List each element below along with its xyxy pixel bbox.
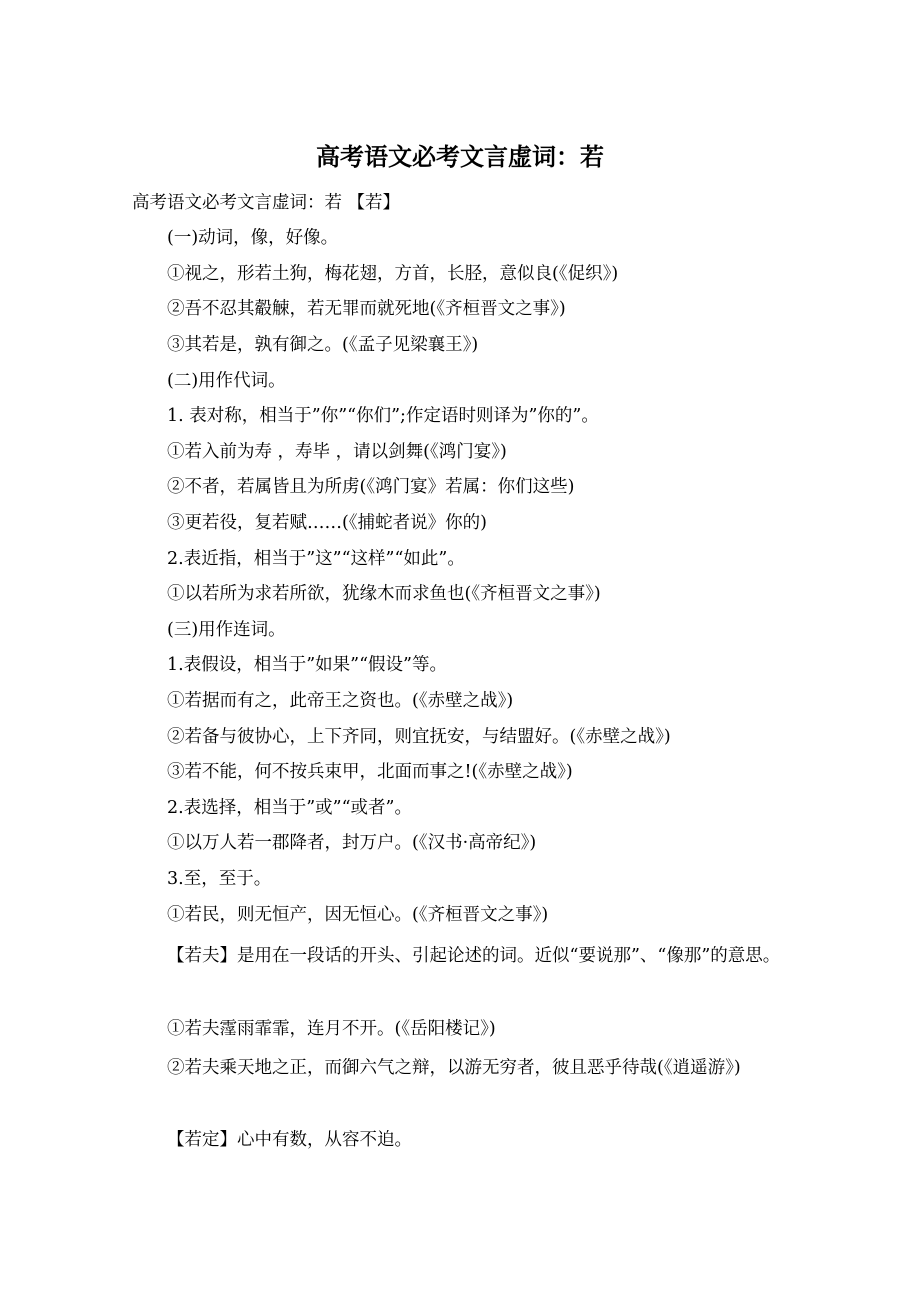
usage-line: 1. 表对称，相当于”你”“你们”;作定语时则译为”你的”。 [167, 406, 599, 426]
usage-line: 1.表假设，相当于”如果”“假设”等。 [167, 655, 447, 675]
section-heading: (二)用作代词。 [167, 371, 286, 391]
example-line: ③更若役，复若赋……(《捕蛇者说》你的) [167, 513, 487, 533]
section-heading: (三)用作连词。 [167, 620, 286, 640]
example-line: ②吾不忍其觳觫，若无罪而就死地(《齐桓晋文之事》) [167, 299, 566, 319]
example-line: ①若据而有之，此帝王之资也。(《赤壁之战》) [167, 691, 514, 711]
example-line: ③其若是，孰有御之。(《孟子见梁襄王》) [167, 335, 479, 355]
document-title: 高考语文必考文言虚词：若 [316, 142, 604, 171]
section-heading: (一)动词，像，好像。 [167, 228, 339, 248]
example-line: ②若备与彼协心，上下齐同，则宜抚安，与结盟好。(《赤壁之战》) [167, 727, 671, 747]
usage-line: 3.至，至于。 [167, 869, 272, 889]
ruoding-line: 【若定】心中有数，从容不迫。 [167, 1130, 412, 1150]
example-line: ①以万人若一郡降者，封万户。(《汉书·高帝纪》) [167, 833, 537, 853]
usage-line: 2.表选择，相当于”或”“或者”。 [167, 798, 412, 818]
example-line: ①若入前为寿 ，寿毕 ，请以剑舞(《鸿门宴》) [167, 442, 507, 462]
example-paragraph: ②若夫乘天地之正，而御六气之辩，以游无穷者，彼且恶乎待哉(《逍遥游》) [167, 1058, 741, 1078]
usage-line: 2.表近指，相当于”这”“这样”“如此”。 [167, 549, 465, 569]
example-line: ②不者，若属皆且为所虏(《鸿门宴》若属：你们这些) [167, 477, 575, 497]
intro-line: 高考语文必考文言虚词：若 【若】 [132, 193, 401, 213]
example-line: ①以若所为求若所欲，犹缘木而求鱼也(《齐桓晋文之事》) [167, 584, 601, 604]
example-line: ①若夫霪雨霏霏，连月不开。(《岳阳楼记》) [167, 1019, 496, 1039]
example-line: ③若不能，何不按兵束甲，北面而事之!(《赤壁之战》) [167, 762, 573, 782]
example-line: ①若民，则无恒产，因无恒心。(《齐桓晋文之事》) [167, 905, 549, 925]
ruofu-paragraph: 【若夫】是用在一段话的开头、引起论述的词。近似“要说那”、“像那”的意思。 [167, 946, 781, 966]
example-line: ①视之，形若土狗，梅花翅，方首，长胫，意似良(《促织》) [167, 264, 619, 284]
